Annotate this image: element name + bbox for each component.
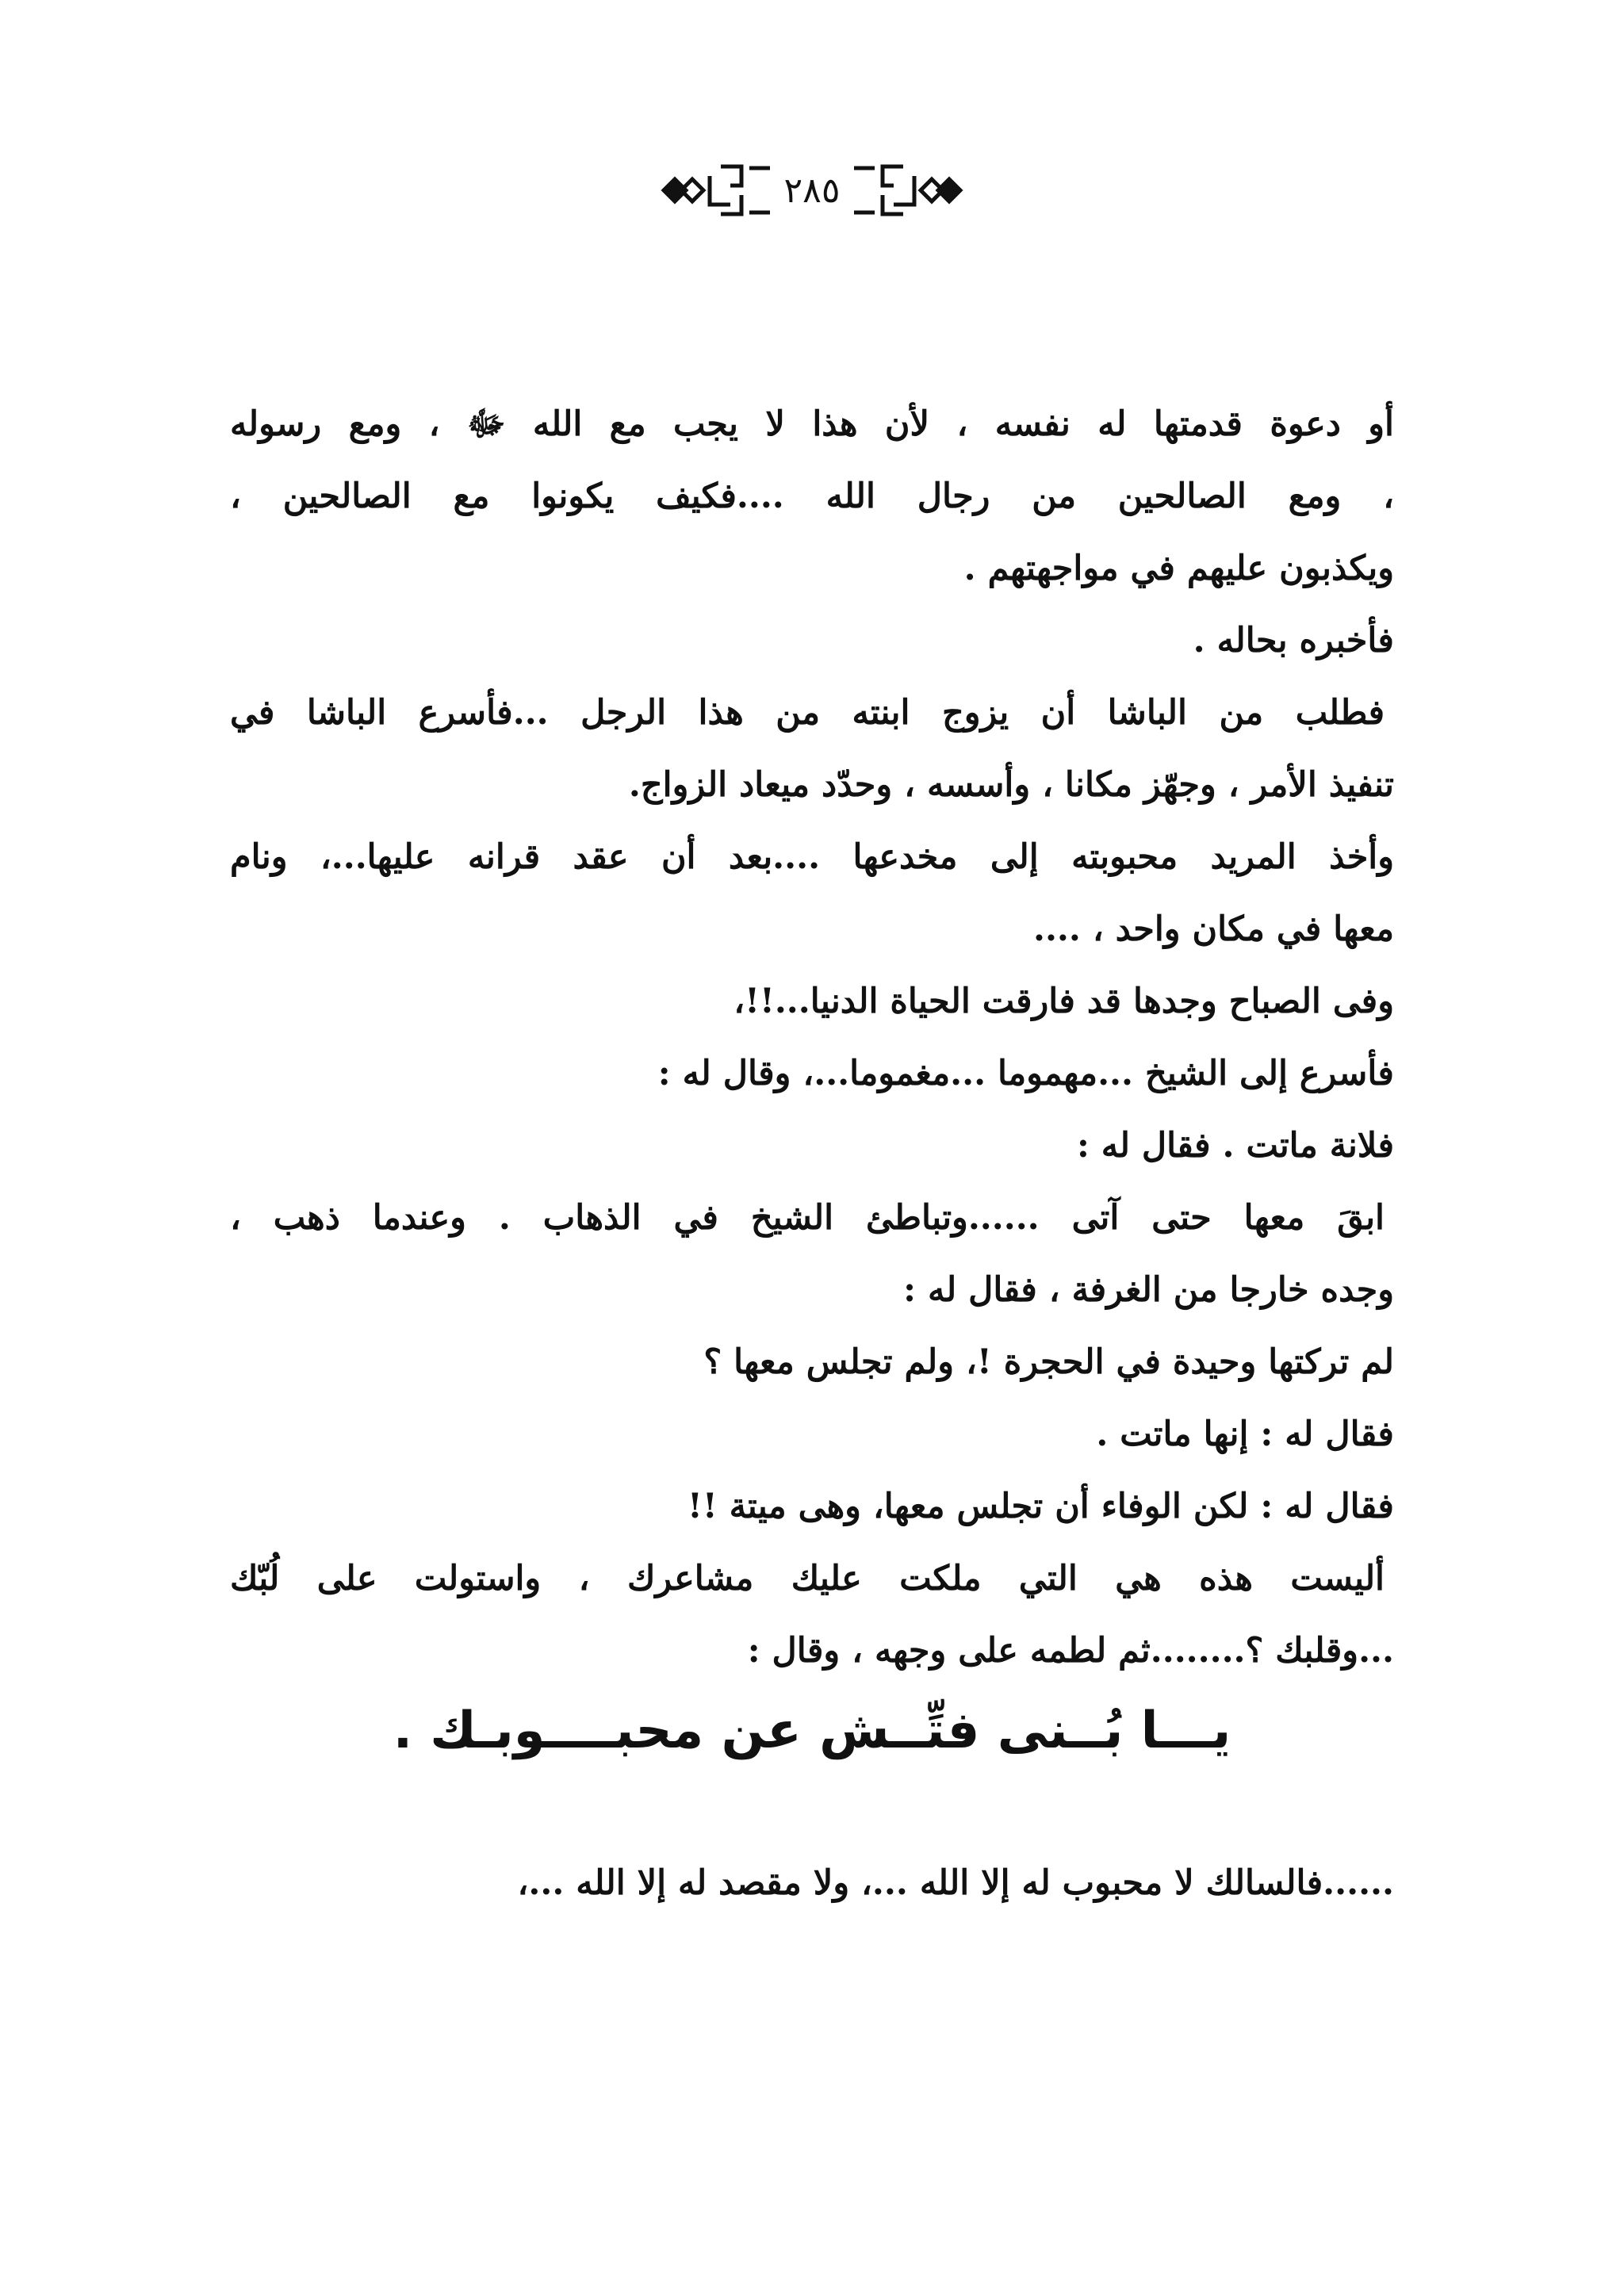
body-line: فأخبره بحاله .: [1193, 621, 1394, 660]
body-line: وأخذ المريد محبوبته إلى مخدعها ....بعد أن عقد قرانه عليها...، ونام: [230, 837, 1394, 877]
body-line: أليست هذه هي التي ملكت عليك مشاعرك ، واستولت على لُبّك: [230, 1559, 1385, 1598]
body-line: ...وقلبك ؟........ثم لطمه على وجهه ، وقال :: [747, 1631, 1394, 1671]
page-header: [0, 143, 1624, 238]
body-line: فأسرع إلى الشيخ ...مهموما ...مغموما...، وقال له :: [657, 1054, 1394, 1093]
body-line: ابقَ معها حتى آتى ......وتباطئ الشيخ في الذهاب . وعندما ذهب ،: [230, 1198, 1385, 1238]
body-line: فقال له : إنها ماتت .: [1096, 1414, 1394, 1454]
body-line: فطلب من الباشا أن يزوج ابنته من هذا الرجل ...فأسرع الباشا في: [230, 693, 1385, 733]
page-number-ornament: [654, 159, 971, 222]
body-line: تنفيذ الأمر ، وجهّز مكانا ، وأسسه ، وحدّد ميعاد الزواج.: [628, 765, 1394, 805]
page-number: ٢٨٥: [783, 170, 841, 211]
body-line: أو دعوة قدمتها له نفسه ، لأن هذا لا يجب مع الله ﷻ ، ومع رسوله: [230, 404, 1394, 444]
body-line: ، ومع الصالحين من رجال الله ....فكيف يكونوا مع الصالحين ،: [230, 477, 1394, 516]
body-line: وفى الصباح وجدها قد فارقت الحياة الدنيا...!!،: [733, 982, 1394, 1021]
emphasis-line: يـــا بُــنى فتِّــش عن محبــــوبـك .: [393, 1702, 1231, 1760]
ornament-right-icon: [851, 159, 970, 222]
body-line: وجده خارجا من الغرفة ، فقال له :: [903, 1270, 1394, 1310]
page-body: [230, 389, 1394, 1920]
body-line: فلانة ماتت . فقال له :: [1076, 1126, 1394, 1166]
body-line: فقال له : لكن الوفاء أن تجلس معها، وهى ميتة !!: [687, 1487, 1394, 1526]
body-line: لم تركتها وحيدة في الحجرة !، ولم تجلس معها ؟: [703, 1342, 1394, 1382]
body-line: ويكذبون عليهم في مواجهتهم .: [963, 549, 1394, 588]
closing-line: ......فالسالك لا محبوب له إلا الله ...، ولا مقصد له إلا الله ...،: [517, 1863, 1394, 1903]
body-line: معها في مكان واحد ، ....: [1032, 909, 1394, 949]
ornament-left-icon: [654, 159, 773, 222]
